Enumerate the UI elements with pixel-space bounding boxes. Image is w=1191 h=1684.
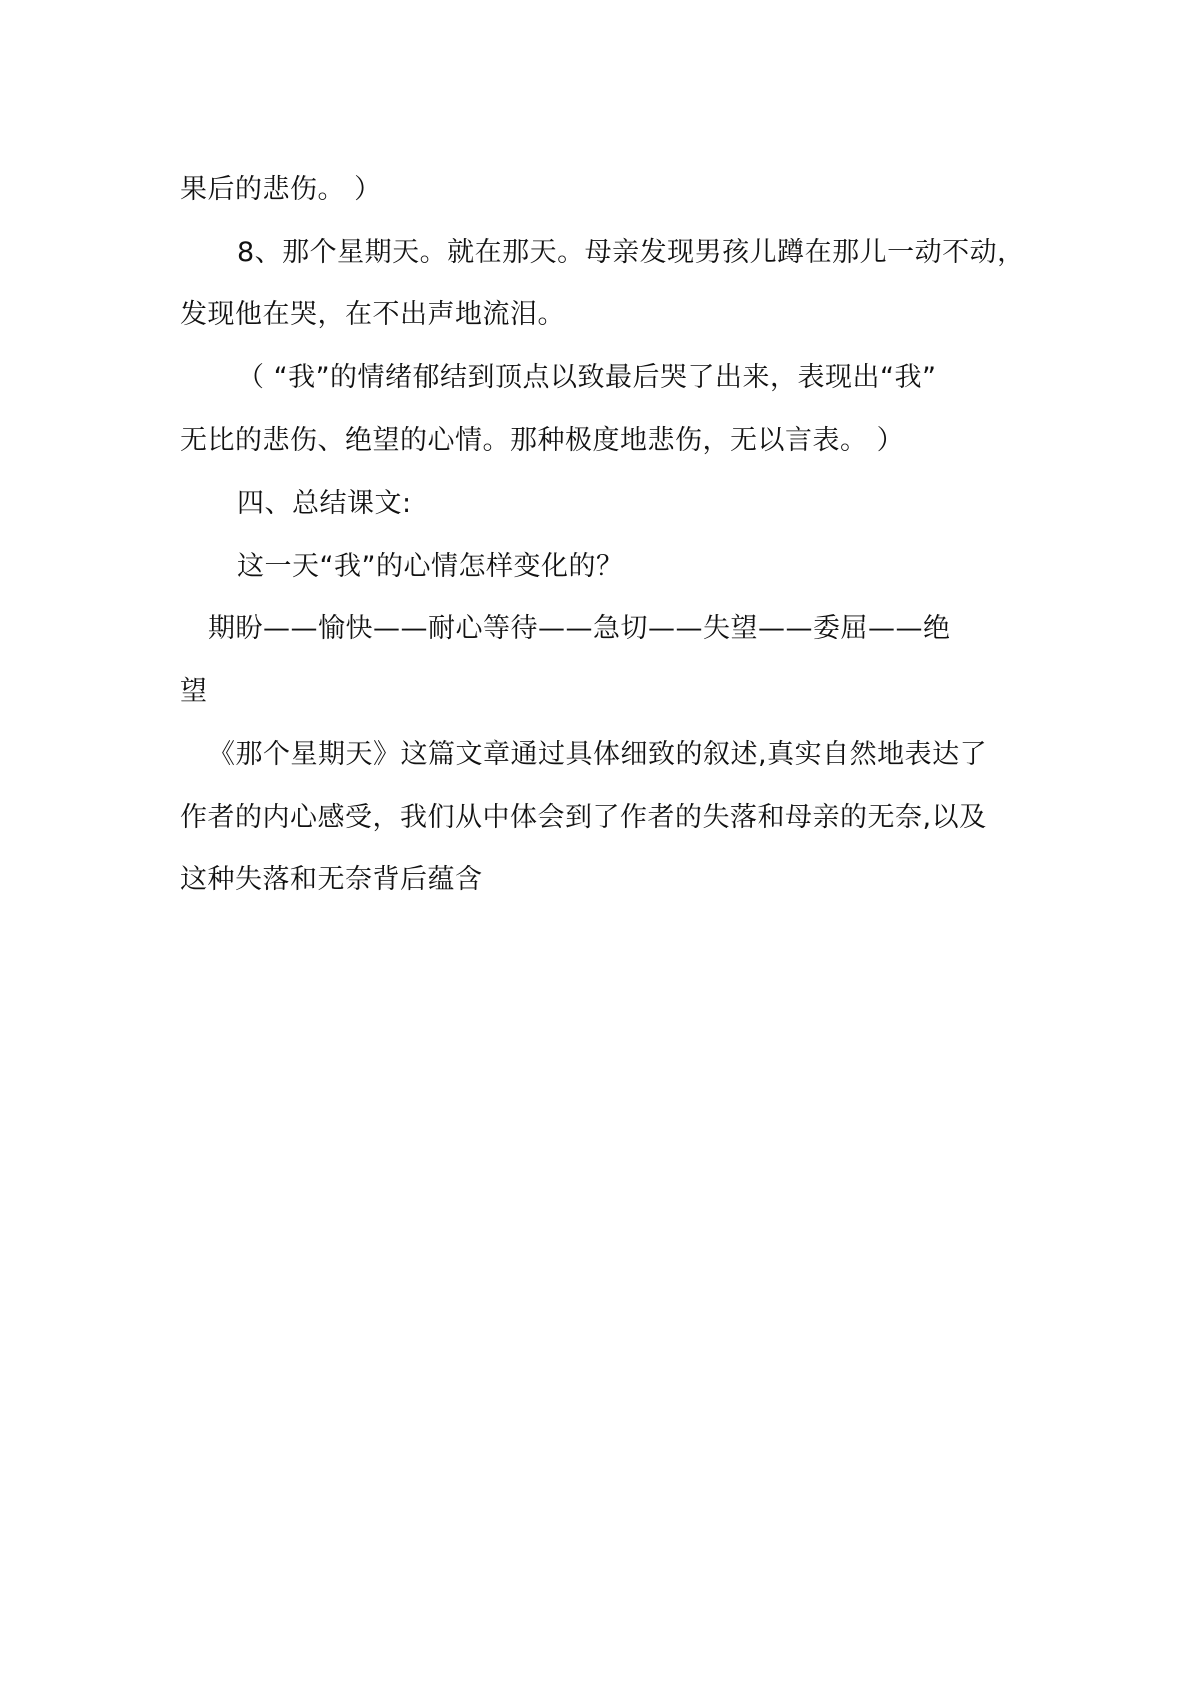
text-line-9: 望 [180,676,208,707]
text-line-3: 发现他在哭，在不出声地流泪。 [180,299,565,330]
text-line-10: 《那个星期天》这篇文章通过具体细致的叙述,真实自然地表达了 [208,739,988,770]
text-line-4: （ “我”的情绪郁结到顶点以致最后哭了出来，表现出“我” [237,362,937,393]
text-line-7: 这一天“我”的心情怎样变化的？ [237,551,624,582]
text-line-5: 无比的悲伤、绝望的心情。那种极度地悲伤，无以言表。 ） [180,425,905,456]
text-line-11: 作者的内心感受，我们从中体会到了作者的失落和母亲的无奈,以及 [180,802,987,833]
section-heading: 四、总结课文: [237,488,412,519]
text-line-12: 这种失落和无奈背后蕴含 [180,864,483,895]
text-line-8: 期盼——愉快——耐心等待——急切——失望——委屈——绝 [208,613,951,644]
text-line-2: 8、那个星期天。就在那天。母亲发现男孩儿蹲在那儿一动不动， [237,237,1025,268]
text-line-1: 果后的悲伤。 ） [180,174,382,205]
